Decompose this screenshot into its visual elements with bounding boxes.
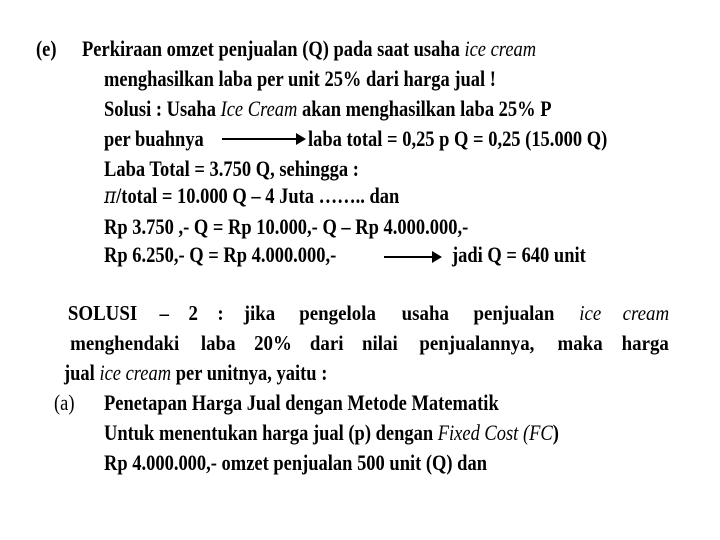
word-italic: ice bbox=[578, 301, 601, 325]
word: 2 bbox=[188, 301, 198, 325]
sub-a-label: (a) bbox=[54, 390, 75, 415]
word: SOLUSI bbox=[67, 301, 138, 325]
word: 20% bbox=[254, 331, 292, 355]
text: per unitnya, yaitu : bbox=[171, 360, 328, 385]
solusi2-line-3 bbox=[64, 360, 327, 386]
ice-cream-italic: Ice Cream bbox=[220, 96, 298, 121]
word: menghendaki bbox=[70, 331, 180, 355]
part-e-line-3 bbox=[104, 96, 552, 122]
text: Solusi : Usaha bbox=[104, 96, 221, 121]
sub-a-title: Penetapan Harga Jual dengan Metode Matematik bbox=[104, 390, 499, 415]
part-e-label: (e) bbox=[36, 36, 57, 61]
word: laba bbox=[201, 331, 237, 355]
word: nilai bbox=[361, 331, 398, 355]
text: /total = 10.000 Q – 4 Juta …….. dan bbox=[116, 183, 400, 208]
arrow-icon bbox=[222, 138, 304, 140]
word: dari bbox=[309, 331, 344, 355]
part-e-line-8b: jadi Q = 640 unit bbox=[452, 242, 586, 267]
text: Untuk menentukan harga jual (p) dengan bbox=[104, 420, 438, 445]
part-e-line-2: menghasilkan laba per unit 25% dari harga jual ! bbox=[104, 66, 496, 91]
word-italic: cream bbox=[622, 301, 670, 325]
word: maka bbox=[557, 331, 603, 355]
arrow-icon bbox=[384, 256, 440, 258]
word: : bbox=[217, 301, 224, 325]
part-e-line-6 bbox=[104, 183, 399, 210]
sub-a-line-3: Rp 4.000.000,- omzet penjualan 500 unit (Q) dan bbox=[104, 450, 487, 475]
text: Perkiraan omzet penjualan (Q) pada saat usaha bbox=[82, 36, 465, 61]
word: jika bbox=[243, 301, 276, 325]
word: pengelola bbox=[299, 301, 377, 325]
part-e-line-1 bbox=[82, 36, 536, 62]
word: penjualannya, bbox=[419, 331, 535, 355]
text: jual bbox=[64, 360, 100, 385]
pi-symbol: π bbox=[104, 184, 117, 209]
word: penjualan bbox=[473, 301, 555, 325]
word: usaha bbox=[401, 301, 449, 325]
word: – bbox=[159, 301, 170, 325]
text: akan menghasilkan laba 25% P bbox=[297, 96, 552, 121]
solusi2-line-2 bbox=[64, 330, 672, 356]
part-e-line-5: Laba Total = 3.750 Q, sehingga : bbox=[104, 156, 359, 181]
sub-a-line-2 bbox=[104, 420, 559, 446]
fixed-cost-italic: Fixed Cost (FC bbox=[437, 420, 553, 445]
part-e-line-7: Rp 3.750 ,- Q = Rp 10.000,- Q – Rp 4.000.000,- bbox=[104, 214, 469, 239]
part-e-line-8a: Rp 6.250,- Q = Rp 4.000.000,- bbox=[104, 242, 337, 267]
solusi2-line-1 bbox=[64, 300, 672, 326]
text: ) bbox=[552, 420, 559, 445]
ice-cream-italic: ice cream bbox=[99, 360, 172, 385]
ice-cream-italic: ice cream bbox=[464, 36, 537, 61]
part-e-line-4a: per buahnya bbox=[104, 126, 204, 151]
word: harga bbox=[622, 331, 670, 355]
part-e-line-4b: laba total = 0,25 p Q = 0,25 (15.000 Q) bbox=[308, 126, 608, 151]
